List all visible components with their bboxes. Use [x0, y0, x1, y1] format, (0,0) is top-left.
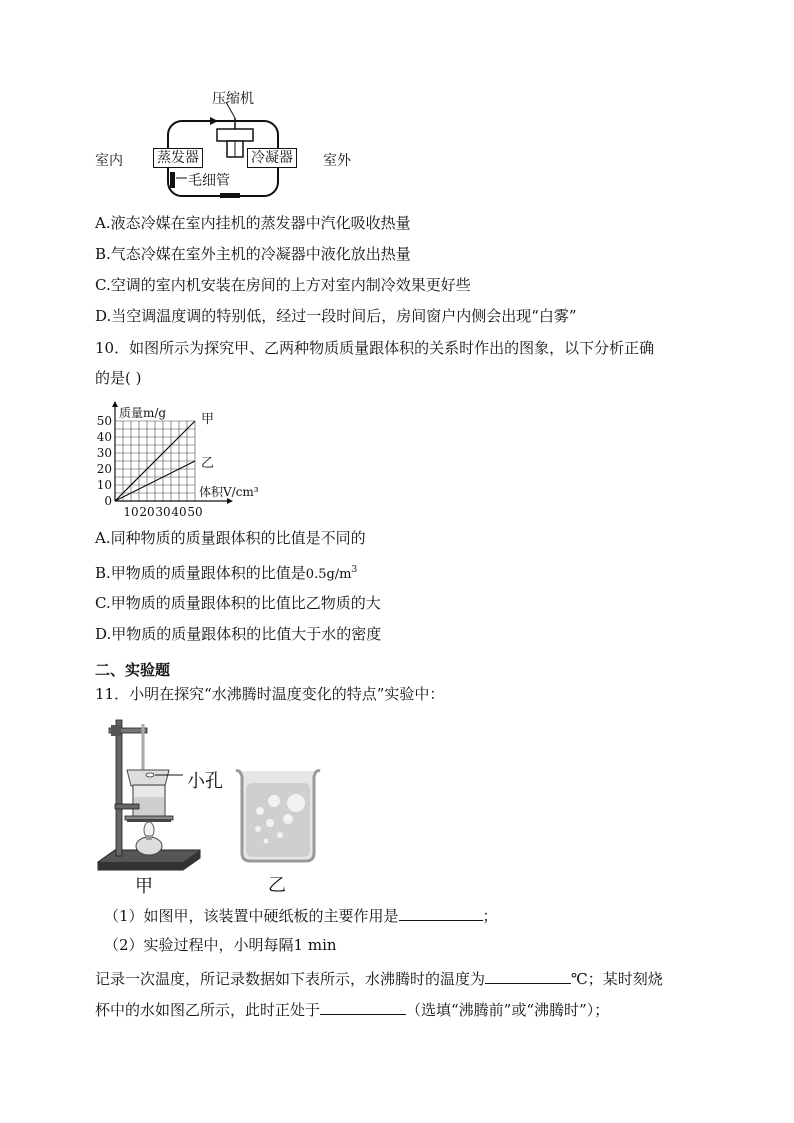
- q10-stem-line2: 的是( ): [95, 369, 142, 387]
- y-tick-label: 20: [96, 462, 112, 476]
- q11-sub1: [104, 904, 498, 926]
- y-tick-label: 40: [96, 430, 112, 444]
- mass-volume-chart: [92, 396, 272, 518]
- boiling-apparatus-figure: [95, 712, 245, 897]
- capillary-label: 毛细管: [188, 173, 230, 189]
- q11-sub1-text: （1）如图甲，该装置中硬纸板的主要作用是: [104, 907, 399, 925]
- q10-option-b-value: 0.5g/m: [305, 567, 352, 582]
- q10-stem-line1: 10．如图所示为探究甲、乙两种物质质量跟体积的关系时作出的图象，以下分析正确: [95, 339, 655, 357]
- chart-svg: [92, 396, 272, 518]
- y-tick-label: 50: [96, 414, 112, 428]
- y-axis-label: 质量m/g: [119, 406, 167, 420]
- x-tick-label: 50: [187, 505, 203, 518]
- q11-sub2: （2）实验过程中，小明每隔1 min: [104, 936, 337, 954]
- indoor-label: 室内: [95, 153, 123, 169]
- q11-sub1-end: ；: [482, 907, 498, 925]
- evaporator-label: 蒸发器: [153, 148, 203, 168]
- q11-stem: 11．小明在探究“水沸腾时温度变化的特点”实验中：: [95, 685, 445, 703]
- q10-option-b-sup: 3: [351, 565, 358, 575]
- beaker-drawing: [230, 765, 330, 865]
- x-tick-label: 20: [139, 505, 155, 518]
- q9-option-b: B.气态冷媒在室外主机的冷凝器中液化放出热量: [95, 245, 411, 263]
- section-title: 二、实验题: [95, 661, 171, 679]
- y-tick-label: 0: [104, 494, 112, 508]
- q10-option-b: [95, 560, 357, 585]
- q11-sub1-blank[interactable]: [399, 904, 483, 921]
- q11-line4-text: 杯中的水如图乙所示，此时正处于: [95, 1001, 321, 1019]
- q11-line3: [95, 967, 663, 989]
- y-tick-label: 30: [96, 446, 112, 460]
- q9-option-d: D.当空调温度调的特别低，经过一段时间后，房间窗户内侧会出现“白雾”: [95, 307, 577, 325]
- q10-option-d: D.甲物质的质量跟体积的比值大于水的密度: [95, 625, 382, 643]
- small-hole-label: 小孔: [187, 771, 223, 792]
- y-tick-label: 10: [96, 478, 112, 492]
- outdoor-label: 室外: [323, 153, 351, 169]
- condenser-label: 冷凝器: [247, 148, 297, 168]
- series-label-1: 乙: [201, 456, 215, 471]
- q11-line4: [95, 998, 609, 1020]
- x-tick-label: 10: [123, 505, 139, 518]
- q11-line3-end: ℃；某时刻烧: [571, 970, 663, 988]
- ac-diagram: [90, 92, 390, 204]
- q11-line4-end: （选填“沸腾前”或“沸腾时”）；: [406, 1001, 610, 1019]
- q9-option-a: A.液态冷媒在室内挂机的蒸发器中汽化吸收热量: [95, 214, 411, 232]
- ac-loop-drawing: [90, 92, 390, 204]
- boiling-state-blank[interactable]: [320, 998, 406, 1015]
- q10-option-b-text: B.甲物质的质量跟体积的比值是: [95, 564, 306, 582]
- q9-option-c: C.空调的室内机安装在房间的上方对室内制冷效果更好些: [95, 276, 471, 294]
- x-axis-label: 体积V/cm³: [199, 485, 259, 499]
- boiling-temp-blank[interactable]: [485, 967, 571, 984]
- x-tick-label: 30: [155, 505, 171, 518]
- x-tick-label: 40: [171, 505, 187, 518]
- q10-option-c: C.甲物质的质量跟体积的比值比乙物质的大: [95, 594, 381, 612]
- figure-b-label: 乙: [268, 875, 286, 896]
- y-axis-arrow: [112, 401, 118, 407]
- q10-option-a: A.同种物质的质量跟体积的比值是不同的: [95, 529, 366, 547]
- apparatus-drawing: [95, 712, 245, 892]
- series-label-0: 甲: [201, 412, 215, 427]
- q11-line3-text: 记录一次温度，所记录数据如下表所示，水沸腾时的温度为: [95, 970, 486, 988]
- compressor-label: 压缩机: [212, 91, 254, 107]
- figure-a-label: 甲: [135, 876, 153, 897]
- beaker-figure: [230, 765, 330, 896]
